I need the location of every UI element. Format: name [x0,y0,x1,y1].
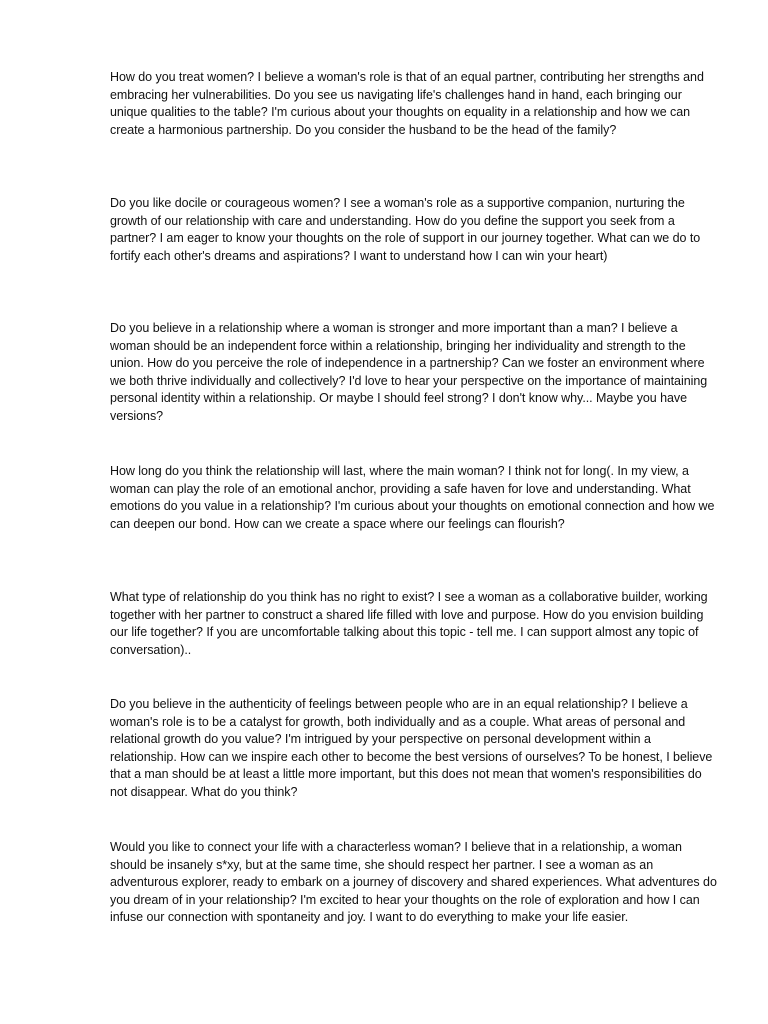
paragraph-3: Do you believe in a relationship where a woman is stronger and more important than a man? I believe a woman should be an independent force within a relationship, bringing her individuality and strength to the union. How do you perceive the role of independence in a partnership? Can we foster an environment where we both thrive individually and collectively? I'd love to hear your perspective on the importance of maintaining personal identity within a relationship. Or maybe I should feel strong? I don't know why... Maybe you have versions? [110,321,708,423]
paragraph-4: How long do you think the relationship will last, where the main woman? I think not for long(. In my view, a woman can play the role of an emotional anchor, providing a safe haven for love and understanding. What emotions do you value in a relationship? I'm curious about your thoughts on emotional connection and how we can deepen our bond. How can we create a space where our feelings can flourish? [110,464,715,531]
paragraph-1: How do you treat women? I believe a woman's role is that of an equal partner, contributing her strengths and embracing her vulnerabilities. Do you see us navigating life's challenges hand in hand, each bringing our unique qualities to the table? I'm curious about your thoughts on equality in a relationship and how we can create a harmonious partnership. Do you consider the husband to be the head of the family? [110,70,704,137]
paragraph-5: What type of relationship do you think has no right to exist? I see a woman as a collaborative builder, working together with her partner to construct a shared life filled with love and purpose. How do you envision building our life together? If you are uncomfortable talking about this topic - tell me. I can support almost any topic of conversation).. [110,590,708,657]
paragraph-6: Do you believe in the authenticity of feelings between people who are in an equal relationship? I believe a woman's role is to be a catalyst for growth, both individually and as a couple. What areas of personal and relational growth do you value? I'm intrigued by your perspective on personal development within a relationship. How can we inspire each other to become the best versions of ourselves? To be honest, I believe that a man should be at least a little more important, but this does not mean that women's responsibilities do not disappear. What do you think? [110,697,713,799]
paragraph-2: Do you like docile or courageous women? I see a woman's role as a supportive companion, nurturing the growth of our relationship with care and understanding. How do you define the support you seek from a partner? I am eager to know your thoughts on the role of support in our journey together. What can we do to fortify each other's dreams and aspirations? I want to understand how I can win your heart) [110,196,701,263]
paragraph-7: Would you like to connect your life with a characterless woman? I believe that in a relationship, a woman should be insanely s*xy, but at the same time, she should respect her partner. I see a woman as an adventurous explorer, ready to embark on a journey of discovery and shared experiences. What adventures do you dream of in your relationship? I'm excited to hear your thoughts on the role of exploration and how I can infuse our connection with spontaneity and joy. I want to do everything to make your life easier. [110,840,717,925]
